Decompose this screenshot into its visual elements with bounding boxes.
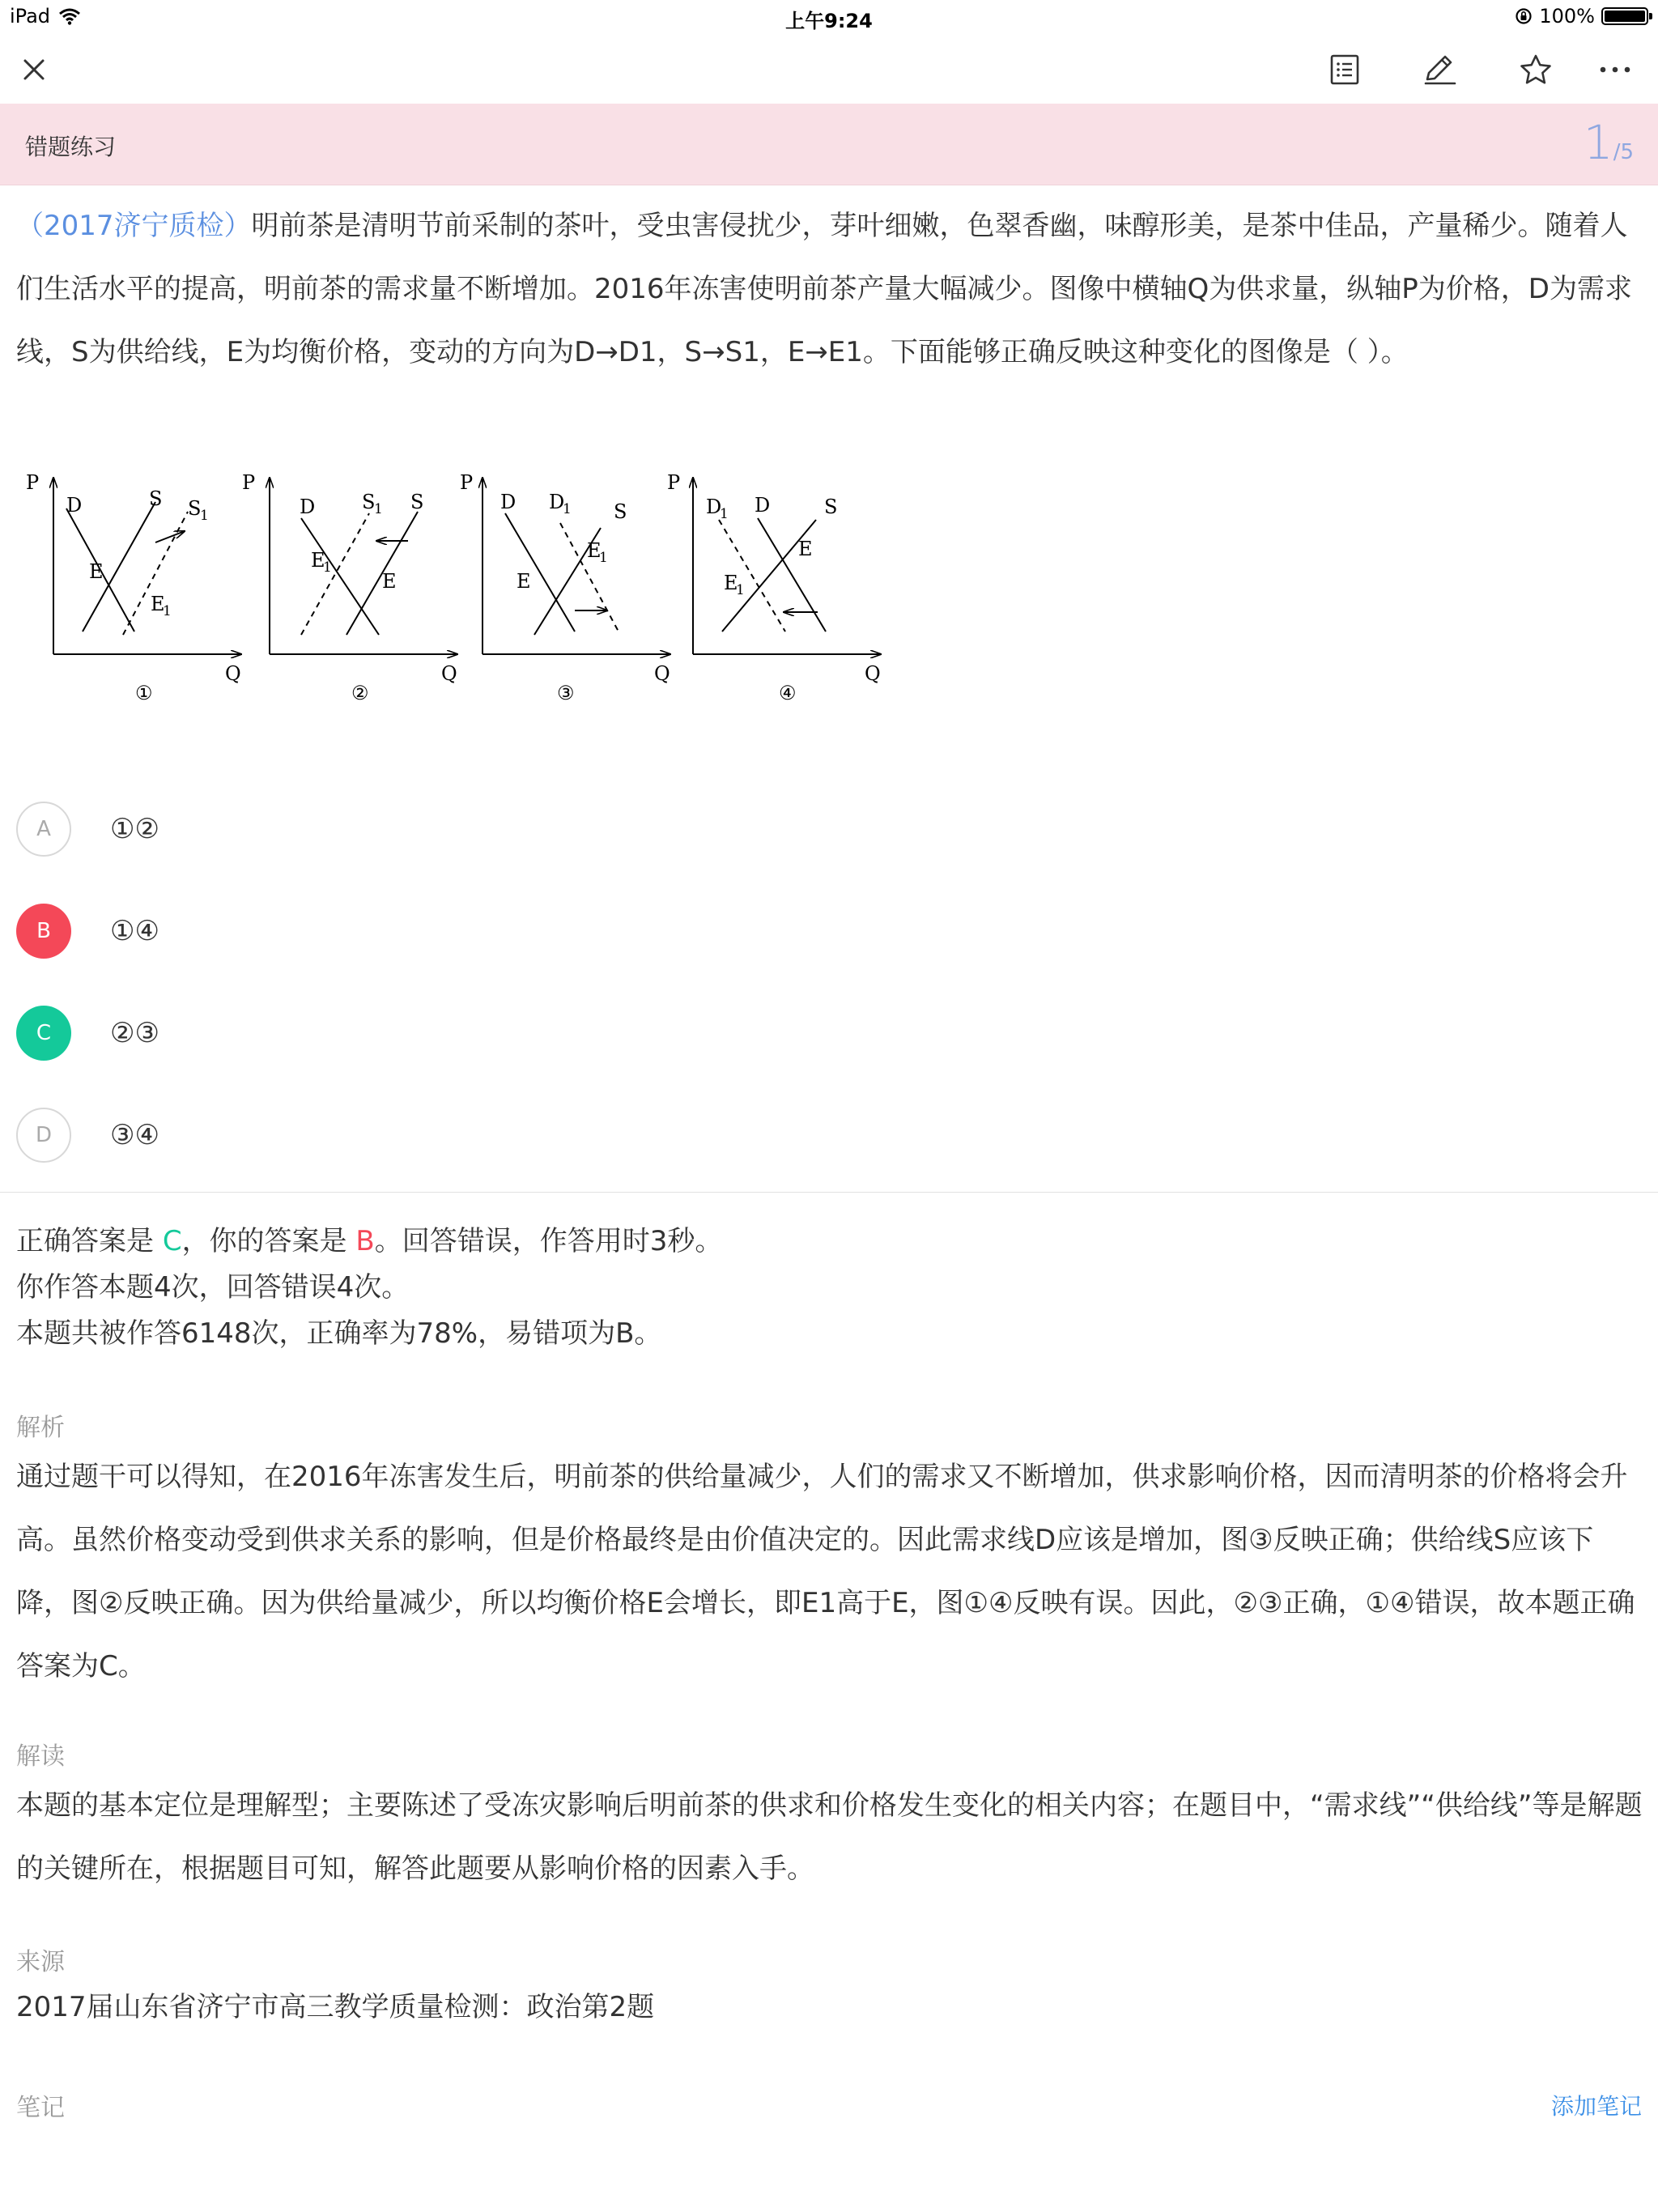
- s1-subscript: 1: [200, 508, 209, 524]
- option-d[interactable]: [16, 1103, 159, 1168]
- option-c-circle: C: [16, 1006, 71, 1061]
- d1-label: D: [706, 496, 722, 518]
- e1-subscript: 1: [599, 550, 608, 566]
- result-line-2: 你作答本题4次，回答错误4次。: [16, 1271, 410, 1304]
- e-label: E: [798, 538, 813, 560]
- battery-icon: [1601, 7, 1648, 25]
- toolbar: [0, 36, 1658, 104]
- graph-3: [460, 471, 670, 704]
- e1-subscript: 1: [323, 559, 332, 576]
- e1-label: E: [311, 549, 325, 572]
- notes-label: 笔记: [16, 2094, 65, 2122]
- correct-answer: C: [162, 1225, 182, 1257]
- e-label: E: [517, 570, 531, 593]
- option-a-text: ①②: [110, 813, 159, 845]
- graph-1: [26, 471, 241, 704]
- result-suffix: 。回答错误，作答用时3秒。: [374, 1225, 723, 1257]
- e1-subscript: 1: [736, 582, 745, 598]
- axis-q-label: Q: [441, 662, 457, 685]
- option-c[interactable]: [16, 1001, 159, 1066]
- add-note-button[interactable]: 添加笔记: [1550, 2093, 1642, 2120]
- result-line-1: [16, 1219, 722, 1265]
- e1-label: E: [151, 593, 165, 615]
- s1-label: S: [188, 497, 202, 520]
- page-title: 错题练习: [25, 134, 117, 160]
- e1-label: E: [587, 539, 602, 562]
- page-current: 1: [1583, 115, 1613, 170]
- d-label: D: [500, 491, 517, 513]
- status-right: [1515, 5, 1648, 28]
- practice-header: [0, 104, 1658, 185]
- graph-label-2: ②: [351, 682, 369, 704]
- battery-percent: 100%: [1539, 5, 1595, 28]
- axis-p-label: P: [242, 471, 256, 494]
- star-icon: [1519, 53, 1553, 86]
- answer-sheet-icon: [1330, 54, 1359, 85]
- question-text: 明前茶是清明节前采制的茶叶，受虫害侵扰少，芽叶细嫩，色翠香幽，味醇形美，是茶中佳品，产量稀少。随着人们生活水平的提高，明前茶的需求量不断增加。2016年冻害使明前茶产量大幅减少。图像中横轴Q为供求量，纵轴P为价格，D为需求线，S为供给线，E为均衡价格，变动的方向为D→D1，S→S1，E→E1。下面能够正确反映这种变化的图像是（ ）。: [16, 210, 1632, 368]
- axis-p-label: P: [667, 471, 681, 494]
- graph-label-4: ④: [779, 682, 797, 704]
- s-label: S: [149, 487, 163, 510]
- axis-q-label: Q: [225, 662, 241, 685]
- axis-p-label: P: [460, 471, 474, 494]
- option-a-circle: A: [16, 802, 71, 857]
- more-button[interactable]: [1587, 36, 1643, 104]
- graph-label-1: ①: [135, 682, 153, 704]
- question-source: （2017济宁质检）: [16, 210, 252, 242]
- option-b-circle: B: [16, 904, 71, 959]
- interpretation-text: 本题的基本定位是理解型；主要陈述了受冻灾影响后明前茶的供求和价格发生变化的相关内容；在题目中，“需求线”“供给线”等是解题的关键所在，根据题目可知，解答此题要从影响价格的因素入手。: [16, 1789, 1643, 1885]
- e1-subscript: 1: [163, 603, 172, 619]
- status-time: 上午9:24: [785, 10, 873, 32]
- graphs-svg: [16, 462, 907, 713]
- d1-subscript: 1: [720, 506, 729, 522]
- d1-subscript: 1: [563, 501, 572, 517]
- s-label: S: [614, 500, 627, 523]
- more-icon: [1599, 66, 1631, 74]
- result-mid: ，你的答案是: [181, 1225, 356, 1257]
- d1-label: D: [549, 491, 565, 513]
- device-name: iPad: [10, 5, 51, 28]
- your-answer: B: [355, 1225, 375, 1257]
- result-prefix: 正确答案是: [16, 1225, 163, 1257]
- analysis-label: 解析: [16, 1414, 65, 1442]
- answer-result: [16, 1219, 722, 1357]
- origin-text: 2017届山东省济宁市高三教学质量检测：政治第2题: [16, 1991, 655, 2023]
- supply-demand-graphs: [16, 462, 907, 716]
- edit-button[interactable]: [1411, 36, 1468, 104]
- axis-q-label: Q: [865, 662, 881, 685]
- origin-label: 来源: [16, 1948, 65, 1976]
- question-stem: [16, 194, 1645, 384]
- e-label: E: [89, 560, 104, 583]
- s-label: S: [824, 496, 838, 518]
- close-icon: [23, 58, 45, 81]
- option-c-text: ②③: [110, 1017, 159, 1049]
- option-b-text: ①④: [110, 915, 159, 947]
- e1-label: E: [724, 572, 738, 594]
- answer-sheet-button[interactable]: [1316, 36, 1373, 104]
- axis-p-label: P: [26, 471, 40, 494]
- option-a[interactable]: [16, 797, 159, 861]
- s1-subscript: 1: [374, 501, 383, 517]
- graph-2: [242, 471, 457, 704]
- option-b[interactable]: [16, 899, 159, 963]
- graph-label-3: ③: [557, 682, 575, 704]
- interpretation-label: 解读: [16, 1742, 65, 1771]
- option-d-text: ③④: [110, 1119, 159, 1151]
- status-bar: [0, 0, 1658, 36]
- d-label: D: [755, 494, 771, 517]
- close-button[interactable]: [6, 36, 62, 104]
- s1-label: S: [362, 491, 376, 513]
- orientation-lock-icon: [1515, 7, 1533, 25]
- edit-icon: [1422, 53, 1456, 86]
- s-label: S: [410, 491, 424, 513]
- favorite-button[interactable]: [1507, 36, 1564, 104]
- divider: [0, 1192, 1658, 1193]
- page-indicator: [1584, 115, 1634, 170]
- axis-q-label: Q: [654, 662, 670, 685]
- d-label: D: [300, 496, 316, 518]
- e-label: E: [382, 570, 397, 593]
- option-d-circle: D: [16, 1108, 71, 1163]
- analysis-text: 通过题干可以得知，在2016年冻害发生后，明前茶的供给量减少，人们的需求又不断增加，供求影响价格，因而清明茶的价格将会升高。虽然价格变动受到供求关系的影响，但是价格最终是由价值决定的。因此需求线D应该是增加，图③反映正确；供给线S应该下降，图②反映正确。因为供给量减少，所以均衡价格E会增长，即E1高于E，图①④反映有误。因此，②③正确，①④错误，故本题正确答案为C。: [16, 1461, 1635, 1682]
- result-line-3: 本题共被作答6148次，正确率为78%，易错项为B。: [16, 1317, 662, 1350]
- page-total: /5: [1613, 140, 1634, 164]
- graph-4: [667, 471, 881, 704]
- d-label: D: [66, 494, 83, 517]
